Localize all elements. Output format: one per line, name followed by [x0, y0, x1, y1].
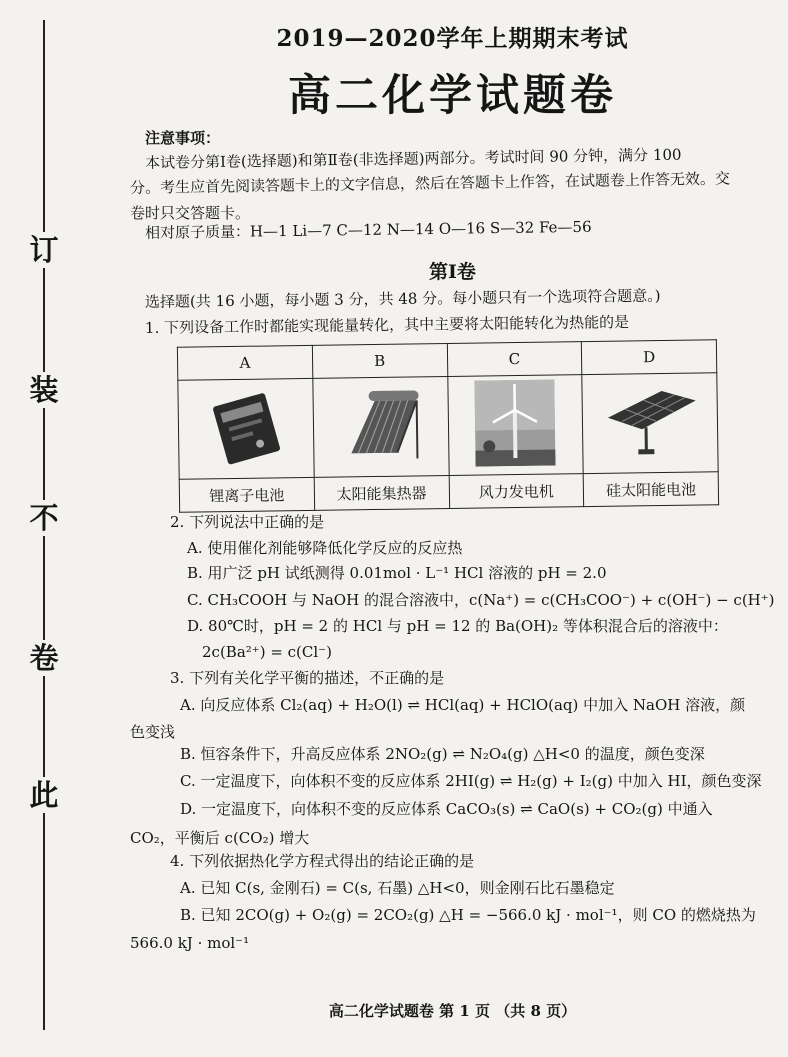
q4-option-a: A. 已知 C(s, 金刚石) = C(s, 石墨) △H<0，则金刚石比石墨稳定 [180, 879, 615, 897]
q2-option-b: B. 用广泛 pH 试纸测得 0.01mol · L⁻¹ HCl 溶液的 pH = 2.0 [187, 564, 607, 582]
margin-char-ci: 此 [26, 777, 62, 813]
q1-option-a-image [178, 378, 314, 479]
q1-option-d-label: 硅太阳能电池 [583, 472, 718, 507]
atomic-masses: 相对原子质量：H—1 Li—7 C—12 N—14 O—16 S—32 Fe—56 [144, 217, 592, 242]
wind-turbine-icon [475, 380, 556, 467]
q1-option-d-image [582, 373, 718, 474]
q1-option-a-letter: A [177, 345, 312, 380]
q1-option-c-letter: C [447, 342, 582, 377]
q2-option-d: D. 80℃时，pH = 2 的 HCl 与 pH = 12 的 Ba(OH)₂ 等体积混合后的溶液中： [187, 617, 728, 635]
q4-option-b-cont: 566.0 kJ · mol⁻¹ [130, 934, 250, 952]
q3-option-d: D. 一定温度下，向体积不变的反应体系 CaCO₃(s) ⇌ CaO(s) + CO₂(g) 中通入 [180, 800, 713, 818]
q2-option-a: A. 使用催化剂能够降低化学反应的反应热 [187, 539, 463, 557]
q1-option-b-image [313, 377, 449, 478]
notice-line-1: 本试卷分第Ⅰ卷(选择题)和第Ⅱ卷(非选择题)两部分。考试时间 90 分钟，满分 100 [144, 145, 682, 172]
battery-icon [200, 386, 291, 467]
q1-option-c-image [447, 375, 583, 476]
q1-stem: 1. 下列设备工作时都能实现能量转化，其中主要将太阳能转化为热能的是 [144, 313, 630, 337]
q3-option-d-cont: CO₂，平衡后 c(CO₂) 增大 [130, 829, 310, 847]
q1-option-b-label: 太阳能集热器 [314, 475, 449, 510]
solar-water-heater-icon [330, 382, 431, 468]
q2-option-c: C. CH₃COOH 与 NaOH 的混合溶液中，c(Na⁺) = c(CH₃COO⁻) + c(OH⁻) − c(H⁺) [187, 591, 775, 609]
q2-option-d-cont: 2c(Ba²⁺) = c(Cl⁻) [202, 643, 332, 661]
q3-option-a: A. 向反应体系 Cl₂(aq) + H₂O(l) ⇌ HCl(aq) + HClO(aq) 中加入 NaOH 溶液，颜 [180, 696, 746, 714]
section-intro: 选择题(共 16 小题，每小题 3 分，共 48 分。每小题只有一个选项符合题意。) [144, 286, 661, 311]
q1-option-c-label: 风力发电机 [449, 474, 584, 509]
margin-char-ding: 订 [26, 232, 62, 268]
exam-name: 2019—2020学年上期期末考试 [276, 25, 629, 52]
q3-option-a-cont: 色变浅 [130, 723, 176, 741]
q4-option-b: B. 已知 2CO(g) + O₂(g) = 2CO₂(g) △H = −566.0 kJ · mol⁻¹，则 CO 的燃烧热为 [180, 906, 756, 924]
margin-char-juan: 卷 [26, 640, 62, 676]
notice-line-2: 分。考生应首先阅读答题卡上的文字信息，然后在答题卡上作答，在试题卷上作答无效。交 [129, 169, 731, 197]
q3-stem: 3. 下列有关化学平衡的描述，不正确的是 [170, 669, 445, 687]
q1-option-b-letter: B [312, 344, 447, 379]
page-footer: 高二化学试题卷 第 1 页 （共 8 页） [328, 1002, 577, 1020]
solar-panel-icon [600, 380, 701, 461]
q3-option-c: C. 一定温度下，向体积不变的反应体系 2HI(g) ⇌ H₂(g) + I₂(g) 中加入 HI，颜色变深 [180, 772, 762, 790]
q2-stem: 2. 下列说法中正确的是 [170, 513, 325, 531]
margin-char-bu: 不 [26, 500, 62, 536]
q1-options-table [177, 339, 719, 513]
q3-option-b: B. 恒容条件下，升高反应体系 2NO₂(g) ⇌ N₂O₄(g) △H<0 的温度，颜色变深 [180, 745, 705, 763]
notice-heading: 注意事项： [145, 129, 221, 147]
q1-option-a-label: 锂离子电池 [179, 477, 314, 512]
margin-char-zhuang: 装 [26, 372, 62, 408]
binding-margin [0, 0, 92, 1057]
q4-stem: 4. 下列依据热化学方程式得出的结论正确的是 [170, 852, 475, 870]
notice-line-3: 卷时只交答题卡。 [130, 204, 251, 222]
page-title: 高二化学试题卷 [288, 71, 617, 121]
q1-option-d-letter: D [582, 340, 717, 375]
section-title: 第Ⅰ卷 [429, 261, 476, 283]
